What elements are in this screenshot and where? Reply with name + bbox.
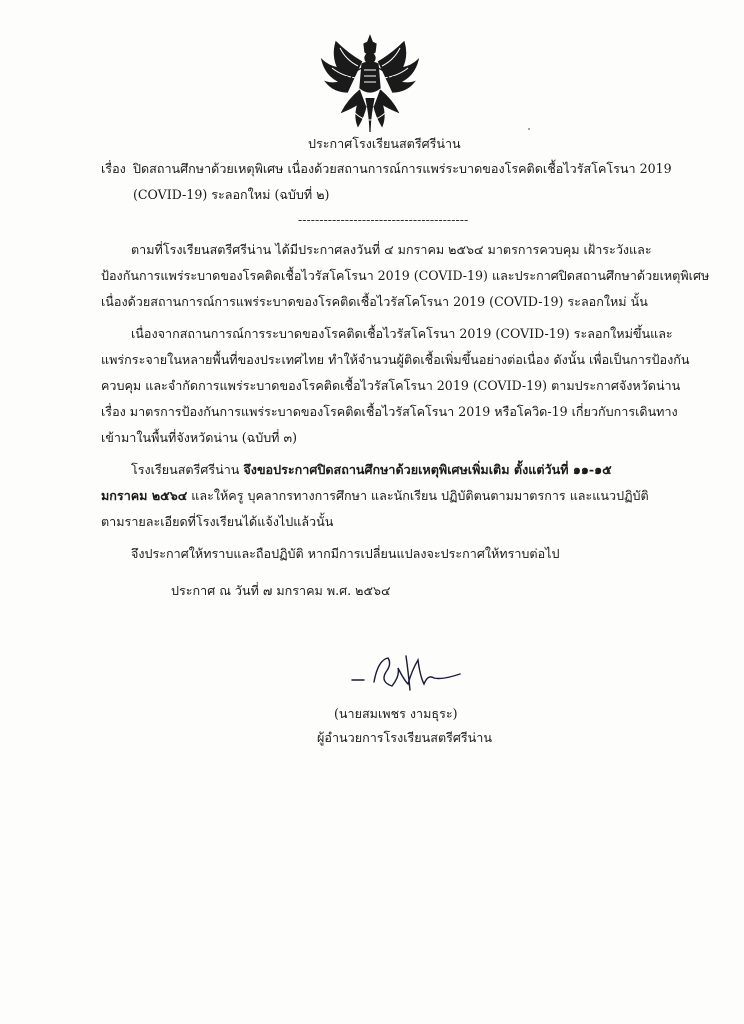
paragraph-3-line: ตามรายละเอียดที่โรงเรียนได้แจ้งไปแล้วนั้น <box>101 514 334 529</box>
paragraph-1-line: ตามที่โรงเรียนสตรีศรีน่าน ได้มีประกาศลงวันที่ ๔ มกราคม ๒๕๖๔ มาตรการควบคุม เฝ้าระวังและ <box>131 242 652 257</box>
paragraph-3-text: และให้ครู บุคลากรทางการศึกษา และนักเรียน ปฏิบัติตนตามมาตรการ และแนวปฏิบัติ <box>187 488 649 503</box>
paragraph-1-line: ป้องกันการแพร่ระบาดของโรคติดเชื้อไวรัสโคโรนา 2019 (COVID-19) และประกาศปิดสถานศึกษาด้วยเหตุพิเศษ <box>101 268 710 283</box>
subject-line: (COVID-19) ระลอกใหม่ (ฉบับที่ ๒) <box>133 187 330 202</box>
paragraph-3-line <box>101 488 649 504</box>
paragraph-2-line: เข้ามาในพื้นที่จังหวัดน่าน (ฉบับที่ ๓) <box>101 430 298 445</box>
signer-position: ผู้อำนวยการโรงเรียนสตรีศรีน่าน <box>317 730 492 745</box>
paragraph-2-line: แพร่กระจายในหลายพื้นที่ของประเทศไทย ทำให้จำนวนผู้ติดเชื้อเพิ่มขึ้นอย่างต่อเนื่อง ดังนั้น เพื่อเป็นการป้องกัน <box>101 352 690 367</box>
subject-label: เรื่อง <box>101 161 126 176</box>
closing-line: จึงประกาศให้ทราบและถือปฏิบัติ หากมีการเปลี่ยนแปลงจะประกาศให้ทราบต่อไป <box>131 546 560 561</box>
divider-line: ---------------------------------------- <box>298 212 469 227</box>
paragraph-2-line: เรื่อง มาตรการป้องกันการแพร่ระบาดของโรคติดเชื้อไวรัสโคโรนา 2019 หรือโควิด-19 เกี่ยวกับการเดินทาง <box>101 404 678 419</box>
subject-line: ปิดสถานศึกษาด้วยเหตุพิเศษ เนื่องด้วยสถานการณ์การแพร่ระบาดของโรคติดเชื้อไวรัสโคโรนา 2019 <box>133 161 672 176</box>
paragraph-3-bold-text: จึงขอประกาศปิดสถานศึกษาด้วยเหตุพิเศษเพิ่มเติม ตั้งแต่วันที่ ๑๑-๑๕ <box>243 462 612 477</box>
date-line: ประกาศ ณ วันที่ ๗ มกราคม พ.ศ. ๒๕๖๔ <box>171 583 391 598</box>
paragraph-2-line: ควบคุม และจำกัดการแพร่ระบาดของโรคติดเชื้อไวรัสโคโรนา 2019 (COVID-19) ตามประกาศจังหวัดน่าน <box>101 378 681 393</box>
scan-speck <box>528 128 530 130</box>
paragraph-2-line: เนื่องจากสถานการณ์การระบาดของโรคติดเชื้อไวรัสโคโรนา 2019 (COVID-19) ระลอกใหม่ขึ้นและ <box>131 326 673 341</box>
signature-icon <box>348 650 468 700</box>
garuda-emblem-icon <box>318 34 422 134</box>
paragraph-3-bold-text: มกราคม ๒๕๖๔ <box>101 488 188 503</box>
paragraph-1-line: เนื่องด้วยสถานการณ์การแพร่ระบาดของโรคติดเชื้อไวรัสโคโรนา 2019 (COVID-19) ระลอกใหม่ นั้น <box>101 294 648 309</box>
signer-name: (นายสมเพชร งามธุระ) <box>334 706 458 721</box>
paragraph-3-line <box>131 462 612 478</box>
paragraph-3-text: โรงเรียนสตรีศรีน่าน <box>131 462 244 477</box>
announcement-title: ประกาศโรงเรียนสตรีศรีน่าน <box>308 136 461 151</box>
